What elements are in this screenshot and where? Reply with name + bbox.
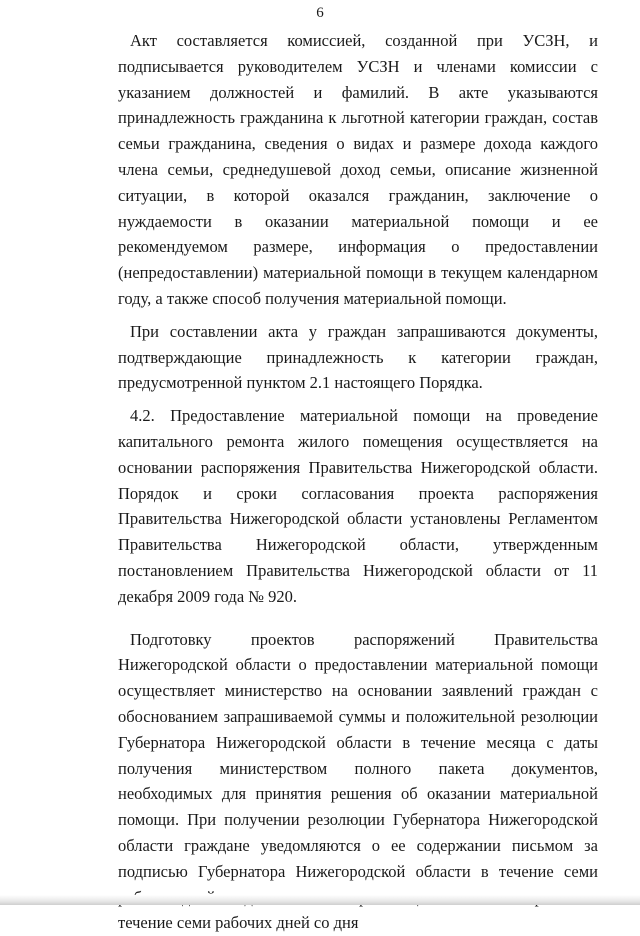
document-body: [118, 28, 598, 936]
paragraph-act-composition: Акт составляется комиссией, созданной при УСЗН, и подписывается руководителем УСЗН и членами комиссии с указанием должностей и фамилий. В акте указываются принадлежность гражданина к льготной категории граждан, состав семьи гражданина, сведения о видах и размере дохода каждого члена семьи, среднедушевой доход семьи, описание жизненной ситуации, в которой оказался гражданин, заключение о нуждаемости в оказании материальной помощи и ее рекомендуемом размере, информация о предоставлении (непредоставлении) материальной помощи в текущем календарном году, а также способ получения материальной помощи.: [118, 31, 598, 308]
paragraph-draft-preparation: Подготовку проектов распоряжений Правительства Нижегородской области о предоставлении материальной помощи осуществляет министерство на основании заявлений граждан с обоснованием запрашиваемой суммы и положительной резолюции Губернатора Нижегородской области в течение месяца с даты получения министерством полного пакета документов, необходимых для принятия решения об оказании материальной помощи. При получении резолюции Губернатора Нижегородской области граждане уведомляются о ее содержании письмом за подписью Губернатора Нижегородской области в течение семи течение семи рабочих дней со дня: [118, 629, 598, 933]
paragraph-section-4-2: 4.2. Предоставление материальной помощи на проведение капитального ремонта жилого помещения осуществляется на основании распоряжения Правительства Нижегородской области. Порядок и сроки согласования проекта распоряжения Правительства Нижегородской области установлены Регламентом Правительства Нижегородской области, утвержденным постановлением Правительства Нижегородской области от 11 декабря 2009 года № 920.: [118, 406, 598, 606]
page-number: 6: [316, 5, 324, 21]
scan-edge-shadow: [0, 895, 640, 905]
paragraph-documents-request: При составлении акта у граждан запрашиваются документы, подтверждающие принадлежность к категории граждан, предусмотренной пунктом 2.1 настоящего Порядка.: [118, 321, 598, 393]
